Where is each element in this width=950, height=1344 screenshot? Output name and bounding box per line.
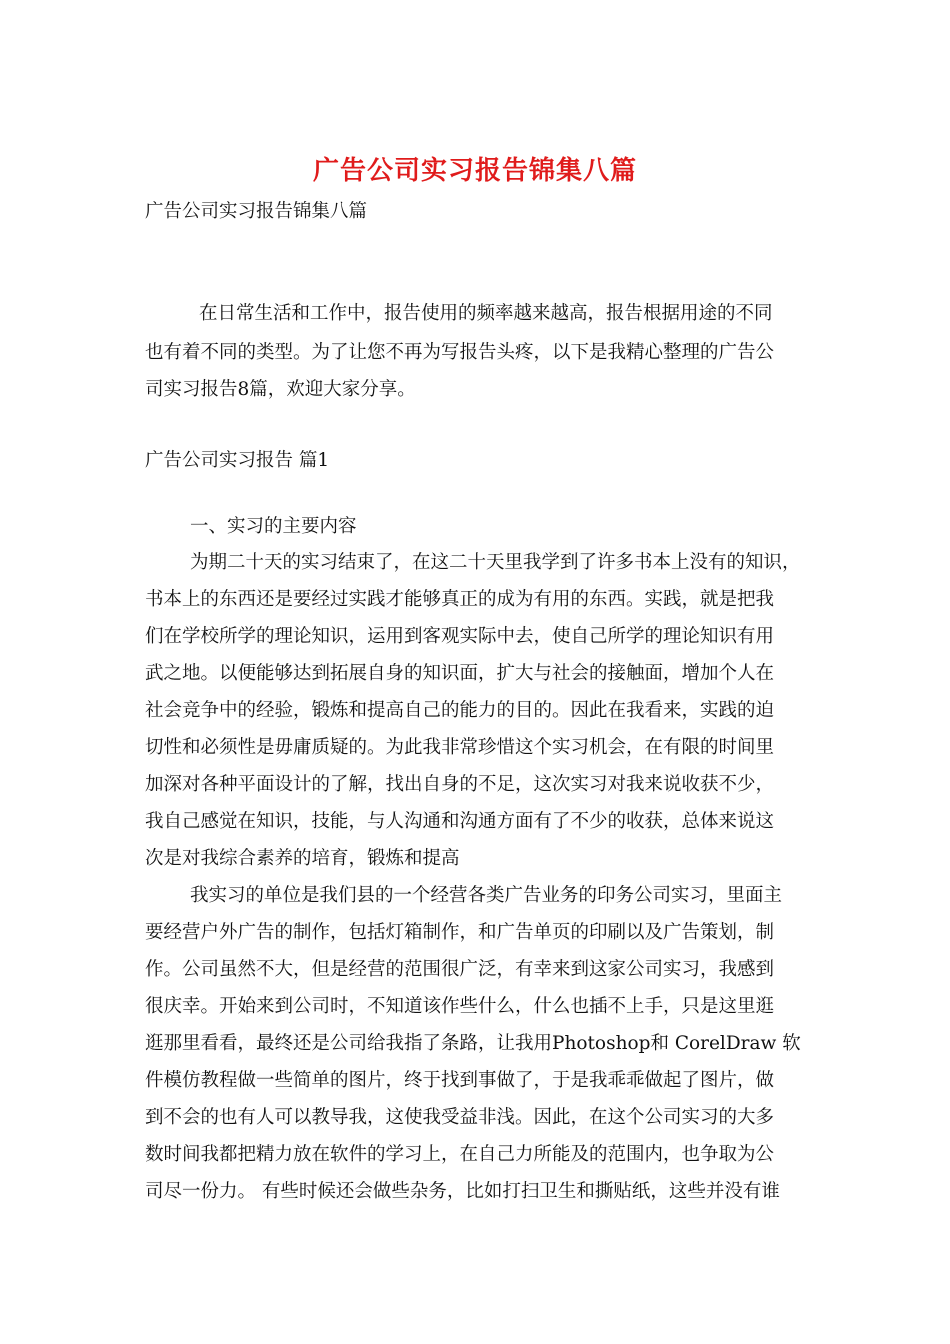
paragraph-line: 次是对我综合素养的培育，锻炼和提高 [145,848,460,869]
paragraph-line: 切性和必须性是毋庸质疑的。为此我非常珍惜这个实习机会，在有限的时间里 [145,737,775,758]
intro-line: 在日常生活和工作中，报告使用的频率越来越高，报告根据用途的不同 [199,303,773,324]
section-heading: 广告公司实习报告 篇1 [145,450,330,471]
paragraph-line: 我自己感觉在知识，技能，与人沟通和沟通方面有了不少的收获，总体来说这 [145,811,775,832]
subheading: 一、实习的主要内容 [190,516,357,537]
paragraph-line: 要经营户外广告的制作，包括灯箱制作，和广告单页的印刷以及广告策划，制 [145,922,775,943]
paragraph-line: 我实习的单位是我们县的一个经营各类广告业务的印务公司实习，里面主 [190,885,783,906]
paragraph-line: 社会竞争中的经验，锻炼和提高自己的能力的目的。因此在我看来，实践的迫 [145,700,775,721]
paragraph-line: 书本上的东西还是要经过实践才能够真正的成为有用的东西。实践，就是把我 [145,589,775,610]
paragraph-line: 到不会的也有人可以教导我，这使我受益非浅。因此，在这个公司实习的大多 [145,1107,775,1128]
paragraph-line: 数时间我都把精力放在软件的学习上，在自己力所能及的范围内，也争取为公 [145,1144,775,1165]
document-subtitle: 广告公司实习报告锦集八篇 [145,201,368,222]
paragraph-line: 加深对各种平面设计的了解，找出自身的不足，这次实习对我来说收获不少， [145,774,775,795]
paragraph-line: 司尽一份力。 有些时候还会做些杂务，比如打扫卫生和撕贴纸，这些并没有谁 [145,1181,780,1202]
intro-line: 司实习报告8篇，欢迎大家分享。 [145,379,416,400]
paragraph-line: 作。公司虽然不大，但是经营的范围很广泛，有幸来到这家公司实习，我感到 [145,959,775,980]
intro-line: 也有着不同的类型。为了让您不再为写报告头疼，以下是我精心整理的广告公 [145,342,775,363]
document-title: 广告公司实习报告锦集八篇 [312,156,637,186]
paragraph-line: 武之地。以便能够达到拓展自身的知识面，扩大与社会的接触面，增加个人在 [145,663,775,684]
paragraph-line: 们在学校所学的理论知识，运用到客观实际中去，使自己所学的理论知识有用 [145,626,775,647]
paragraph-line: 为期二十天的实习结束了，在这二十天里我学到了许多书本上没有的知识， [190,552,801,573]
paragraph-line: 逛那里看看，最终还是公司给我指了条路，让我用Photoshop和 CorelDraw 软 [145,1033,801,1054]
paragraph-line: 件模仿教程做一些简单的图片，终于找到事做了，于是我乖乖做起了图片，做 [145,1070,775,1091]
paragraph-line: 很庆幸。开始来到公司时，不知道该作些什么，什么也插不上手，只是这里逛 [145,996,775,1017]
